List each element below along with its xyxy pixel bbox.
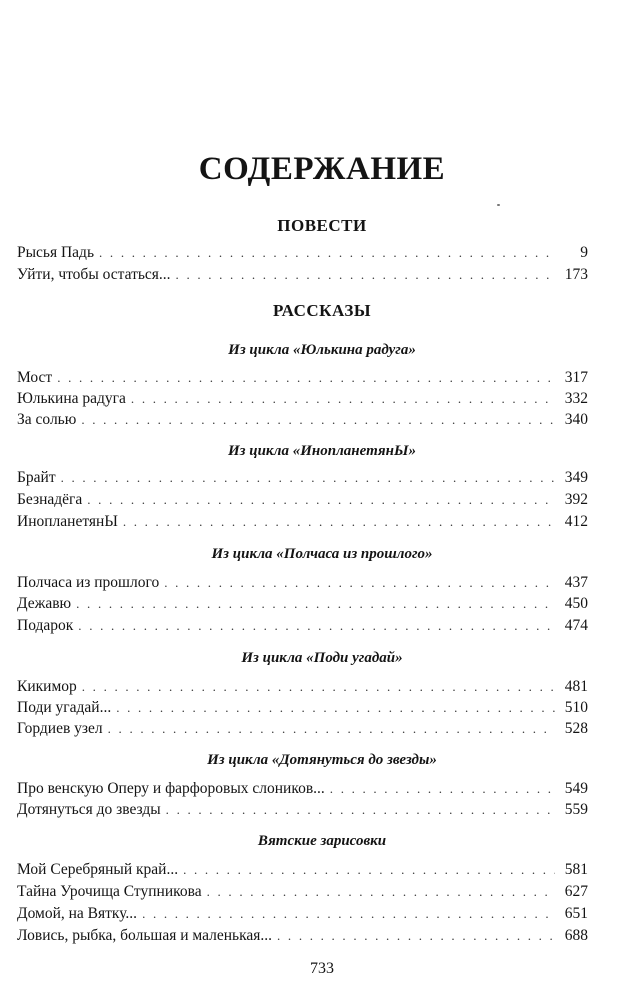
entry-title: ИнопланетянЫ [17, 513, 118, 530]
entry-page: 651 [564, 905, 588, 922]
entry-title: Юлькина радуга [17, 390, 126, 407]
entry-title: Гордиев узел [17, 720, 103, 737]
leader-dots [61, 467, 555, 489]
toc-entry [17, 367, 588, 389]
toc-entry [17, 615, 588, 637]
toc-entry [17, 388, 588, 410]
toc-entry [17, 697, 588, 719]
cycle-heading: Из цикла «Юлькина радуга» [228, 342, 416, 358]
entry-page: 412 [564, 513, 588, 530]
leader-dots [183, 859, 555, 881]
cycle-heading: Из цикла «Дотянуться до звезды» [207, 752, 437, 768]
leader-dots [166, 799, 555, 821]
toc-entry [17, 925, 588, 947]
toc-entry [17, 511, 588, 533]
entry-title: Кикимор [17, 678, 77, 695]
entry-title: Дежавю [17, 595, 72, 612]
entry-title: Брайт [17, 469, 56, 486]
section-heading-povesti: ПОВЕСТИ [277, 216, 367, 235]
entry-page: 437 [564, 574, 588, 591]
cycle-heading: Вятские зарисовки [257, 833, 387, 849]
entry-title: Подарок [17, 617, 74, 634]
toc-entry [17, 799, 588, 821]
toc-entry [17, 467, 588, 489]
leader-dots [123, 511, 555, 533]
toc-entry [17, 859, 588, 881]
entry-title: Мост [17, 369, 53, 386]
entry-page: 559 [564, 801, 588, 818]
entry-page: 317 [564, 369, 588, 386]
toc-entry [17, 242, 588, 264]
leader-dots [131, 388, 555, 410]
entry-page: 481 [564, 678, 588, 695]
entry-page: 688 [564, 927, 588, 944]
entry-title: Про венскую Оперу и фарфоровых слоников... [17, 780, 325, 797]
entry-page: 510 [564, 699, 588, 716]
section-heading-rasskazy: РАССКАЗЫ [272, 301, 372, 320]
entry-title: Ловись, рыбка, большая и маленькая... [17, 927, 273, 944]
toc-entry [17, 572, 588, 594]
leader-dots [81, 409, 555, 431]
entry-page: 627 [564, 883, 588, 900]
entry-page: 474 [564, 617, 588, 634]
toc-entry [17, 409, 588, 431]
entry-page: 450 [564, 595, 588, 612]
leader-dots [108, 718, 555, 740]
entry-page: 173 [564, 266, 588, 283]
leader-dots [57, 367, 555, 389]
leader-dots [78, 615, 555, 637]
print-speck [497, 204, 500, 206]
entry-title: Домой, на Вятку... [17, 905, 138, 922]
toc-entry [17, 903, 588, 925]
cycle-heading: Из цикла «Полчаса из прошлого» [211, 546, 433, 562]
entry-title: Уйти, чтобы остаться... [17, 266, 171, 283]
entry-page: 581 [564, 861, 588, 878]
toc-entry [17, 676, 588, 698]
page-number: 733 [310, 960, 334, 977]
toc-entry [17, 718, 588, 740]
entry-title: Тайна Урочища Ступникова [17, 883, 202, 900]
cycle-heading: Из цикла «ИнопланетянЫ» [227, 443, 417, 459]
leader-dots [207, 881, 555, 903]
entry-page: 332 [564, 390, 588, 407]
toc-entry [17, 489, 588, 511]
entry-title: Дотянуться до звезды [17, 801, 161, 818]
entry-page: 340 [564, 411, 588, 428]
entry-page: 349 [564, 469, 588, 486]
toc-entry [17, 881, 588, 903]
leader-dots [82, 676, 555, 698]
leader-dots [164, 572, 555, 594]
leader-dots [116, 697, 555, 719]
leader-dots [76, 593, 555, 615]
leader-dots [330, 778, 555, 800]
leader-dots [142, 903, 555, 925]
entry-page: 528 [564, 720, 588, 737]
entry-page: 9 [580, 244, 588, 261]
leader-dots [176, 264, 555, 286]
leader-dots [99, 242, 555, 264]
entry-title: За солью [17, 411, 77, 428]
entry-title: Рысья Падь [17, 244, 95, 261]
cycle-heading: Из цикла «Поди угадай» [241, 650, 403, 666]
entry-title: Мой Серебряный край... [17, 861, 179, 878]
page-title: СОДЕРЖАНИЕ [198, 151, 446, 187]
toc-entry [17, 778, 588, 800]
entry-page: 392 [564, 491, 588, 508]
toc-entry [17, 264, 588, 286]
leader-dots [87, 489, 555, 511]
entry-title: Безнадёга [17, 491, 83, 508]
entry-page: 549 [564, 780, 588, 797]
entry-title: Поди угадай... [17, 699, 112, 716]
toc-entry [17, 593, 588, 615]
leader-dots [277, 925, 555, 947]
entry-title: Полчаса из прошлого [17, 574, 160, 591]
